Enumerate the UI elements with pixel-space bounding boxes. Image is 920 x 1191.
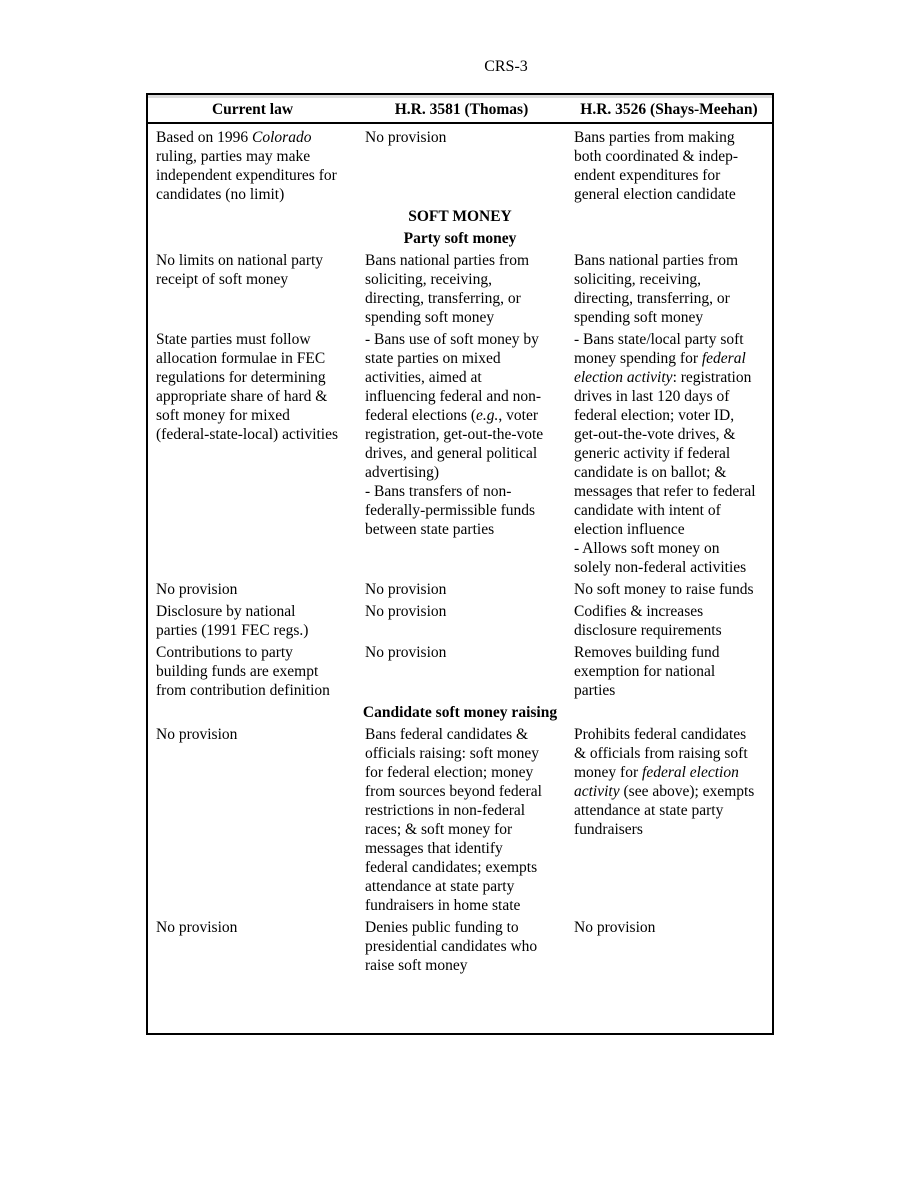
table-cell-c2: [357, 918, 566, 975]
rows-before-section: [148, 128, 772, 204]
cell-text-line: federal elections (e.g., voter: [365, 407, 539, 424]
cell-text-line: influencing federal and non-: [365, 388, 542, 405]
cell-text-line: federally-permissible funds: [365, 502, 536, 519]
table-row: [148, 643, 772, 700]
cell-text-line: Bans parties from making: [574, 129, 735, 146]
table-row: [148, 251, 772, 327]
cell-text-line: election influence: [574, 521, 685, 538]
cell-text-line: from contribution definition: [156, 682, 330, 699]
cell-text-line: building funds are exempt: [156, 663, 319, 680]
cell-text-line: parties: [574, 682, 616, 699]
section-title-soft-money: SOFT MONEY: [408, 208, 512, 225]
cell-text-line: restrictions in non-federal: [365, 802, 526, 819]
cell-text-line: soft money for mixed: [156, 407, 290, 424]
table-row: [148, 128, 772, 204]
cell-text-line: state parties on mixed: [365, 350, 501, 367]
cell-text-line: attendance at state party: [574, 802, 724, 819]
cell-text-line: & officials from raising soft: [574, 745, 748, 762]
table-cell-c1: [148, 725, 357, 915]
cell-text-line: both coordinated & indep-: [574, 148, 738, 165]
cell-text-line: ruling, parties may make: [156, 148, 311, 165]
cell-text-line: No provision: [156, 581, 238, 598]
cell-text-line: candidate is on ballot; &: [574, 464, 727, 481]
cell-text-line: (federal-state-local) activities: [156, 426, 339, 443]
cell-text-line: No provision: [365, 129, 447, 146]
cell-text-line: money spending for federal: [574, 350, 746, 367]
table-row: [148, 580, 772, 599]
cell-text-line: get-out-the-vote drives, &: [574, 426, 736, 443]
cell-text-line: spending soft money: [365, 309, 495, 326]
cell-text-line: raise soft money: [365, 957, 468, 974]
cell-text-line: Disclosure by national: [156, 603, 296, 620]
table-header: [148, 95, 772, 124]
cell-text-line: fundraisers: [574, 821, 643, 838]
cell-text-line: directing, transferring, or: [365, 290, 521, 307]
cell-text-line: Denies public funding to: [365, 919, 519, 936]
cell-text-line: money for federal election: [574, 764, 739, 781]
column-header-current-law: Current law: [211, 101, 294, 118]
cell-text-line: parties (1991 FEC regs.): [156, 622, 309, 639]
cell-text-line: messages that refer to federal: [574, 483, 756, 500]
cell-text-line: fundraisers in home state: [365, 897, 521, 914]
table-cell-c2: [357, 643, 566, 700]
table-cell-c3: [566, 725, 772, 915]
cell-text-line: soliciting, receiving,: [365, 271, 492, 288]
table-cell-c1: [148, 128, 357, 204]
rows-party-soft-money: [148, 251, 772, 700]
table-cell-c1: [148, 251, 357, 327]
cell-text-line: State parties must follow: [156, 331, 311, 348]
table-cell-c1: [148, 330, 357, 577]
cell-text-line: Based on 1996 Colorado: [156, 129, 312, 146]
cell-text-line: directing, transferring, or: [574, 290, 730, 307]
cell-text-line: - Allows soft money on: [574, 540, 720, 557]
cell-text-line: No provision: [365, 581, 447, 598]
table-row: [148, 918, 772, 975]
cell-text-line: No limits on national party: [156, 252, 324, 269]
table-cell-c2: [357, 580, 566, 599]
cell-text-line: Prohibits federal candidates: [574, 726, 747, 743]
table-cell-c3: [566, 330, 772, 577]
table-cell-c3: [566, 251, 772, 327]
table-row: [148, 725, 772, 915]
page-number: CRS-3: [484, 58, 528, 75]
cell-text-line: attendance at state party: [365, 878, 515, 895]
rows-candidate-soft-money: [148, 725, 772, 975]
cell-text-line: No soft money to raise funds: [574, 581, 754, 598]
cell-text-line: presidential candidates who: [365, 938, 538, 955]
table-cell-c2: [357, 251, 566, 327]
cell-text-line: - Bans state/local party soft: [574, 331, 744, 348]
cell-text-line: No provision: [156, 919, 238, 936]
comparison-table: [146, 93, 774, 1035]
cell-text-line: - Bans use of soft money by: [365, 331, 539, 348]
cell-text-line: messages that identify: [365, 840, 503, 857]
cell-text-line: No provision: [156, 726, 238, 743]
cell-text-line: races; & soft money for: [365, 821, 513, 838]
cell-text-line: Bans national parties from: [365, 252, 529, 269]
cell-text-line: allocation formulae in FEC: [156, 350, 326, 367]
cell-text-line: federal candidates; exempts: [365, 859, 538, 876]
subsection-party-soft-money: Party soft money: [403, 230, 517, 247]
cell-text-line: regulations for determining: [156, 369, 326, 386]
table-cell-c2: [357, 725, 566, 915]
subsection-candidate-soft-money: Candidate soft money raising: [362, 704, 558, 721]
cell-text-line: appropriate share of hard &: [156, 388, 328, 405]
cell-text-line: No provision: [574, 919, 656, 936]
cell-text-line: activity (see above); exempts: [574, 783, 755, 800]
cell-text-line: disclosure requirements: [574, 622, 722, 639]
column-header-hr-3526: H.R. 3526 (Shays-Meehan): [580, 101, 758, 118]
table-cell-c1: [148, 918, 357, 975]
cell-text-line: between state parties: [365, 521, 495, 538]
cell-text-line: receipt of soft money: [156, 271, 289, 288]
cell-text-line: solely non-federal activities: [574, 559, 747, 576]
cell-text-line: candidate with intent of: [574, 502, 721, 519]
table-cell-c2: [357, 602, 566, 640]
cell-text-line: activities, aimed at: [365, 369, 482, 386]
cell-text-line: drives, and general political: [365, 445, 538, 462]
cell-text-line: Removes building fund: [574, 644, 720, 661]
table-cell-c3: [566, 580, 772, 599]
cell-text-line: spending soft money: [574, 309, 704, 326]
table-row: [148, 330, 772, 577]
cell-text-line: generic activity if federal: [574, 445, 731, 462]
cell-text-line: registration, get-out-the-vote: [365, 426, 544, 443]
cell-text-line: federal election; voter ID,: [574, 407, 735, 424]
cell-text-line: general election candidate: [574, 186, 736, 203]
cell-text-line: Contributions to party: [156, 644, 293, 661]
cell-text-line: endent expenditures for: [574, 167, 721, 184]
table-cell-c1: [148, 643, 357, 700]
cell-text-line: No provision: [365, 644, 447, 661]
table-cell-c3: [566, 602, 772, 640]
cell-text-line: Codifies & increases: [574, 603, 704, 620]
table-cell-c3: [566, 918, 772, 975]
cell-text-line: No provision: [365, 603, 447, 620]
cell-text-line: advertising): [365, 464, 440, 481]
cell-text-line: - Bans transfers of non-: [365, 483, 512, 500]
table-cell-c3: [566, 643, 772, 700]
table-row: [148, 602, 772, 640]
cell-text-line: election activity: registration: [574, 369, 752, 386]
cell-text-line: candidates (no limit): [156, 186, 285, 203]
column-header-hr-3581: H.R. 3581 (Thomas): [394, 101, 529, 118]
cell-text-line: independent expenditures for: [156, 167, 337, 184]
cell-text-line: exemption for national: [574, 663, 716, 680]
cell-text-line: soliciting, receiving,: [574, 271, 701, 288]
table-cell-c2: [357, 330, 566, 577]
cell-text-line: Bans federal candidates &: [365, 726, 529, 743]
table-cell-c1: [148, 602, 357, 640]
cell-text-line: drives in last 120 days of: [574, 388, 730, 405]
cell-text-line: Bans national parties from: [574, 252, 738, 269]
table-cell-c1: [148, 580, 357, 599]
table-cell-c2: [357, 128, 566, 204]
cell-text-line: officials raising: soft money: [365, 745, 540, 762]
cell-text-line: from sources beyond federal: [365, 783, 542, 800]
table-cell-c3: [566, 128, 772, 204]
cell-text-line: for federal election; money: [365, 764, 534, 781]
